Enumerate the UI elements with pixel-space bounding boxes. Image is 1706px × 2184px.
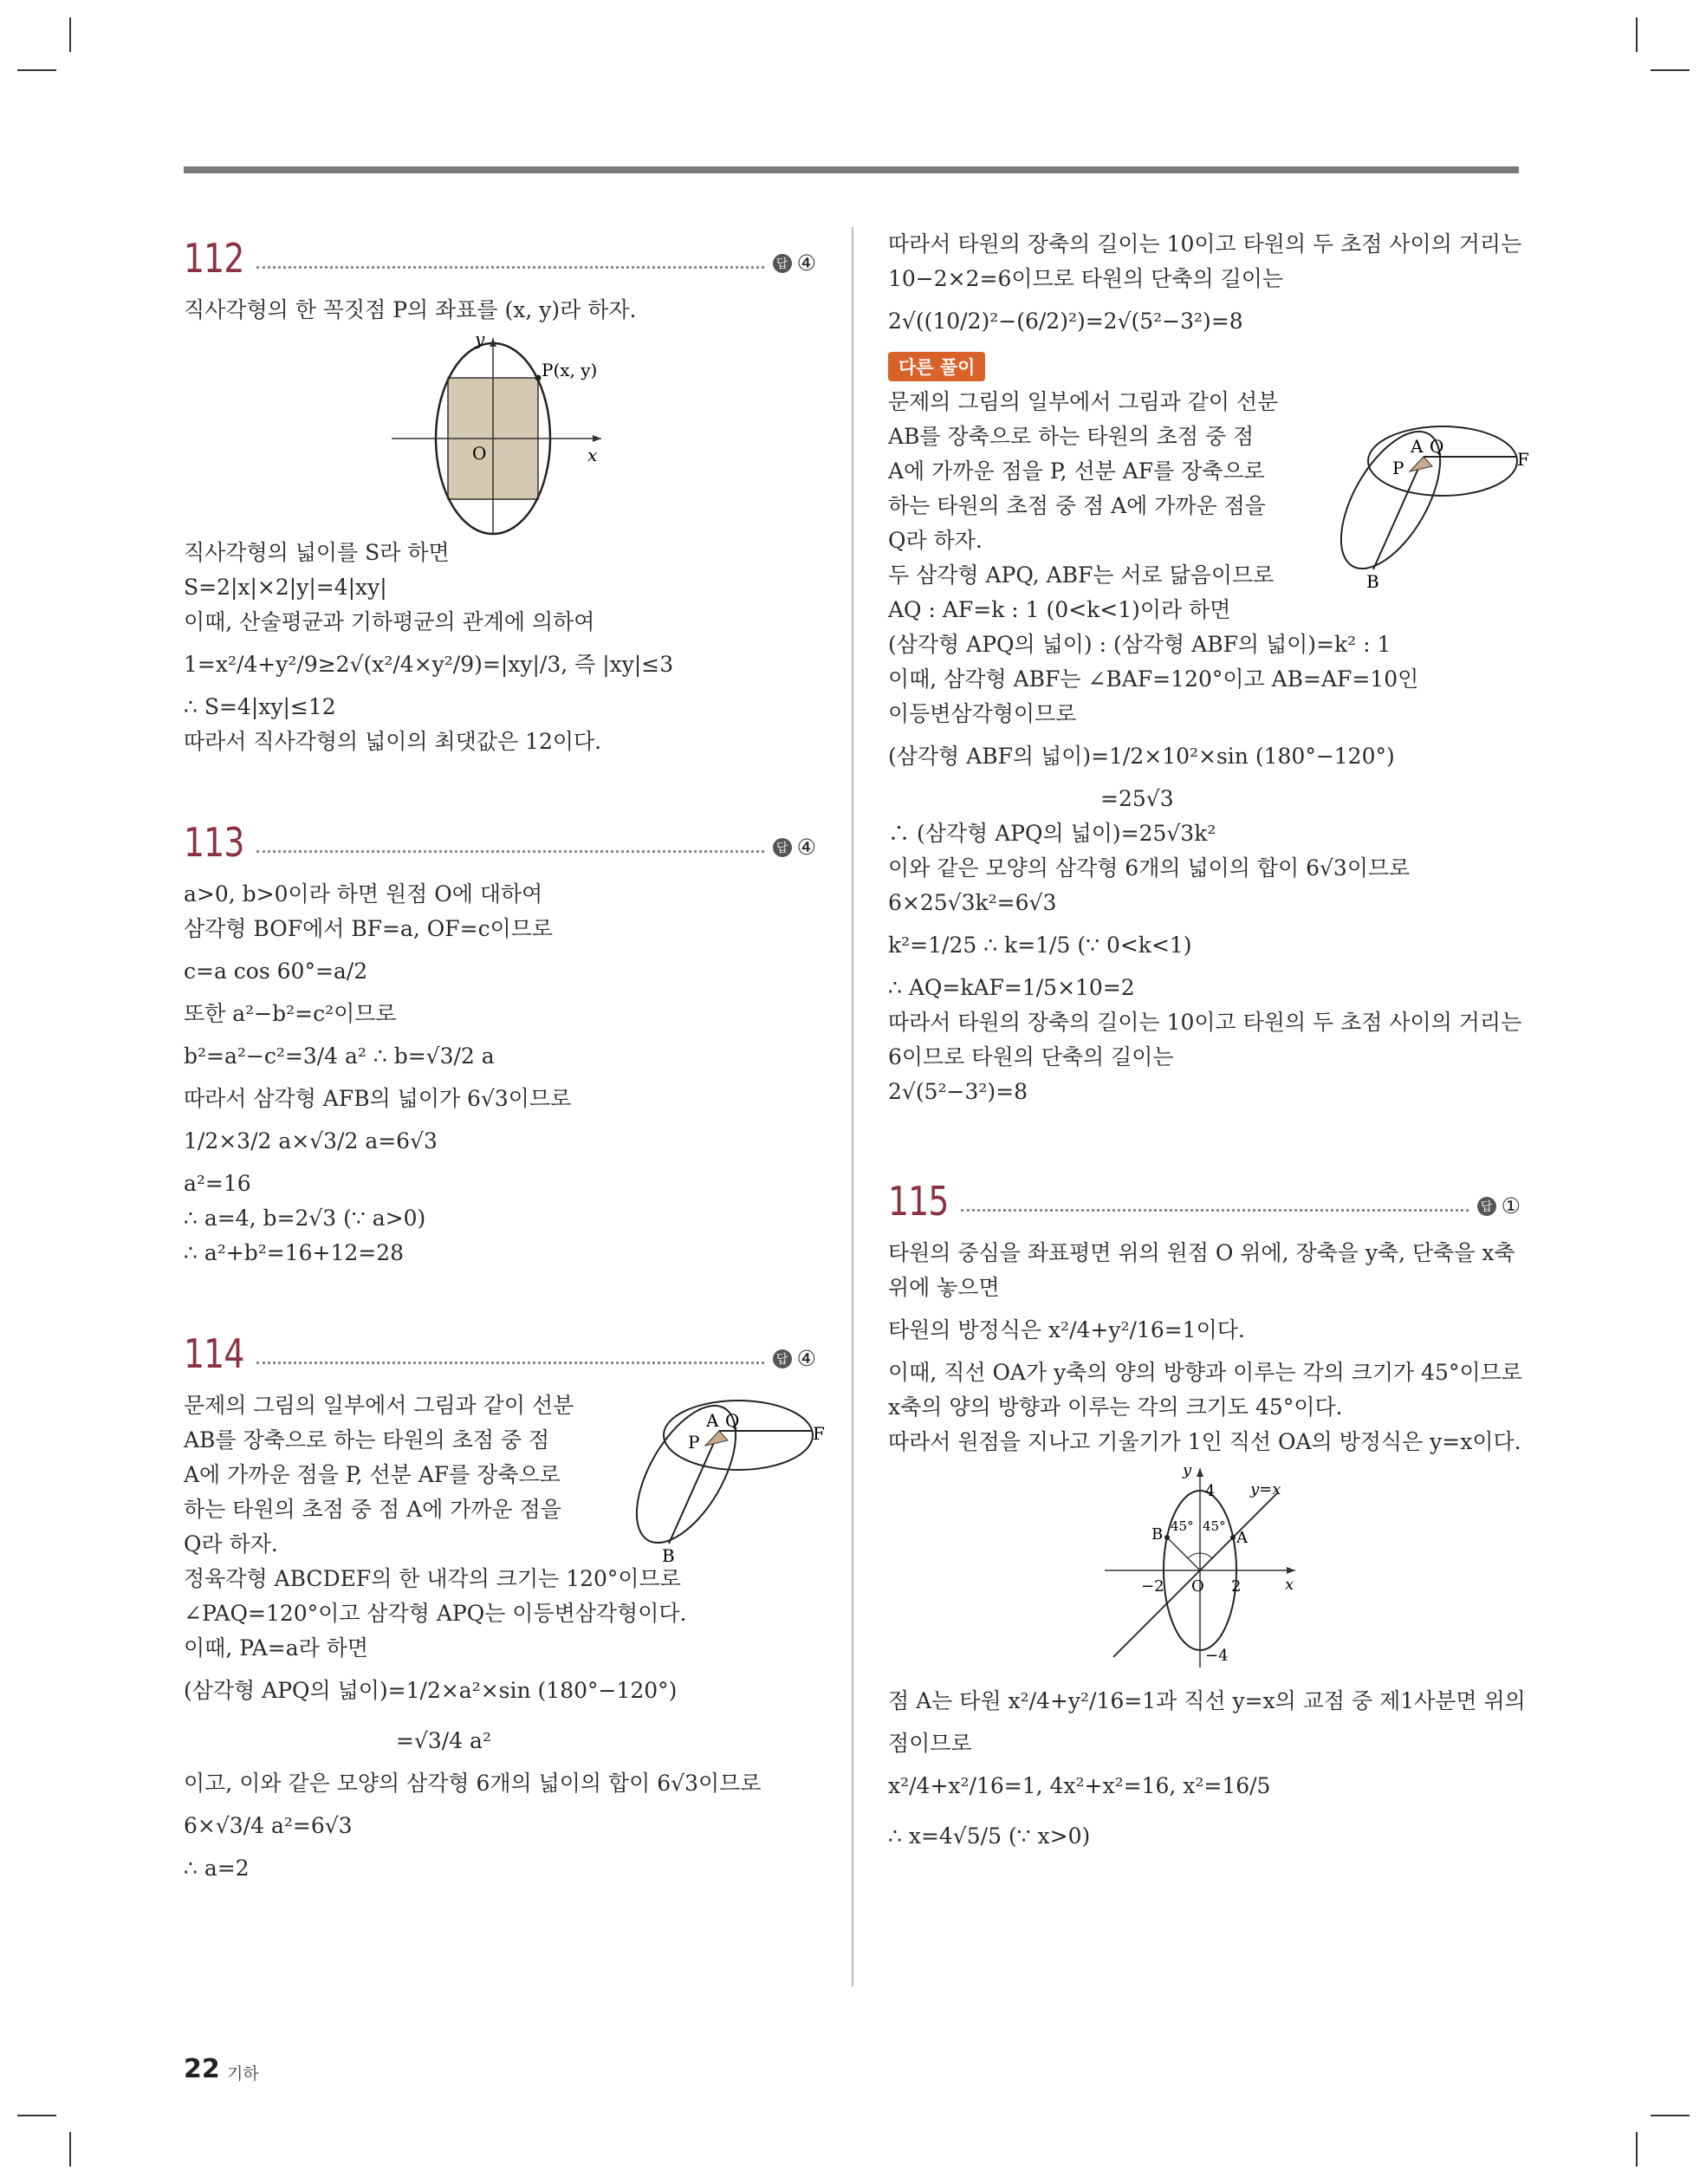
figure-label: F (813, 1423, 825, 1444)
solution-line: 타원의 방정식은 x²/4+y²/16=1이다. (888, 1317, 1245, 1342)
figure-label: A (1411, 436, 1424, 457)
figure-label: O (472, 443, 487, 464)
figure-label: 45° (1171, 1518, 1194, 1534)
leader-dots (961, 1208, 1469, 1212)
solution-line: 1/2×3/2 a×√3/2 a=6√3 (184, 1128, 438, 1154)
answer-mark (773, 1346, 816, 1371)
solution-line: ∴ a²+b²=16+12=28 (184, 1240, 405, 1265)
crop-mark (69, 17, 71, 52)
solution-line: ∴ a=2 (184, 1856, 250, 1881)
solution-line: 하는 타원의 초점 중 점 A에 가까운 점을 (184, 1497, 561, 1522)
answer-value: ④ (796, 1346, 816, 1371)
answer-mark (773, 835, 816, 860)
solution-line: =25√3 (1100, 786, 1174, 811)
solution-line: 따라서 삼각형 AFB의 넓이가 6√3이므로 (184, 1086, 572, 1111)
page-section-label: 기하 (227, 2064, 259, 2083)
figure-label: F (1517, 449, 1529, 470)
right-column (888, 227, 1529, 1862)
figure-label: x (1285, 1576, 1294, 1594)
solution-line: 삼각형 BOF에서 BF=a, OF=c이므로 (184, 916, 554, 941)
solution-line: (삼각형 APQ의 넓이) : (삼각형 ABF의 넓이)=k² : 1 (888, 632, 1391, 657)
solution-line: 따라서 타원의 장축의 길이는 10이고 타원의 두 초점 사이의 거리는 (888, 231, 1522, 257)
solution-line: 직사각형의 한 꼭짓점 P의 좌표를 (x, y)라 하자. (184, 297, 637, 322)
crop-mark (17, 69, 56, 71)
figure-label: y=x (1250, 1480, 1281, 1498)
solution-line: 따라서 원점을 지나고 기울기가 1인 직선 OA의 방정식은 y=x이다. (888, 1429, 1521, 1454)
figure-label: −4 (1205, 1647, 1229, 1665)
answer-value: ④ (796, 835, 816, 860)
figure-label: y (1183, 1461, 1192, 1479)
problem-header (184, 811, 816, 865)
solution-line: 이와 같은 모양의 삼각형 6개의 넓이의 합이 6√3이므로 (888, 855, 1411, 881)
header-rule (184, 166, 1519, 173)
leader-dots (256, 1361, 764, 1364)
answer-value: ④ (796, 250, 816, 276)
problem-114-continued (888, 227, 1529, 1109)
figure-label: 45° (1203, 1518, 1226, 1534)
solution-line: ∴ S=4|xy|≤12 (184, 694, 336, 719)
solution-line: AB를 장축으로 하는 타원의 초점 중 점 (888, 424, 1255, 449)
solution-line: 점이므로 (888, 1731, 972, 1756)
answer-icon: 답 (1477, 1197, 1496, 1216)
problem-112 (184, 227, 816, 759)
problem-115 (888, 1170, 1526, 1862)
solution-line: Q라 하자. (888, 528, 983, 553)
problem-number: 115 (888, 1178, 949, 1225)
solution-line: ∴ (삼각형 APQ의 넓이)=25√3k² (888, 821, 1216, 846)
solution-line: ∴ a=4, b=2√3 (∵ a>0) (184, 1206, 426, 1231)
solution-line: b²=a²−c²=3/4 a² ∴ b=√3/2 a (184, 1043, 495, 1069)
solution-line: a>0, b>0이라 하면 원점 O에 대하여 (184, 881, 543, 907)
figure-label: P(x, y) (542, 360, 598, 380)
solution-line: ∠PAQ=120°이고 삼각형 APQ는 이등변삼각형이다. (184, 1601, 687, 1626)
problem-number: 114 (184, 1330, 244, 1377)
solution-line: 10−2×2=6이므로 타원의 단축의 길이는 (888, 266, 1284, 291)
problem-number: 112 (184, 235, 244, 282)
solution-line: x²/4+x²/16=1, 4x²+x²=16, x²=16/5 (888, 1773, 1271, 1798)
solution-line: A에 가까운 점을 P, 선분 AF를 장축으로 (184, 1462, 561, 1487)
two-ellipse-figure (617, 1392, 825, 1565)
problem-header (888, 1170, 1521, 1224)
problem-number: 113 (184, 819, 244, 866)
spacer (184, 759, 816, 811)
figure-label: P (1392, 458, 1404, 478)
figure-label: A (706, 1410, 719, 1431)
solution-line: 1=x²/4+y²/9≥2√(x²/4×y²/9)=|xy|/3, 즉 |xy|≤3 (184, 652, 674, 677)
solution-line: (삼각형 ABF의 넓이)=1/2×10²×sin (180°−120°) (888, 744, 1395, 769)
crop-mark (17, 2115, 56, 2116)
problem-header (184, 227, 816, 281)
solution-line: 문제의 그림의 일부에서 그림과 같이 선분 (184, 1393, 574, 1418)
solution-line: x축의 양의 방향과 이루는 각의 크기도 45°이다. (888, 1394, 1343, 1420)
answer-value: ① (1501, 1193, 1521, 1219)
solution-line: 따라서 타원의 장축의 길이는 10이고 타원의 두 초점 사이의 거리는 (888, 1010, 1522, 1035)
solution-line: 위에 놓으면 (888, 1275, 1000, 1300)
leader-dots (256, 265, 764, 269)
page-number: 22 (184, 2054, 220, 2084)
solution-line: 또한 a²−b²=c²이므로 (184, 1001, 397, 1026)
figure-label: x (587, 445, 598, 465)
crop-mark (1636, 2132, 1638, 2167)
solution-line: 이등변삼각형이므로 (888, 701, 1077, 726)
solution-line: 따라서 직사각형의 넓이의 최댓값은 12이다. (184, 729, 602, 754)
crop-mark (1651, 69, 1690, 71)
figure-label: B (662, 1545, 675, 1565)
figure-label: 4 (1205, 1482, 1216, 1500)
solution-line: 이때, 산술평균과 기하평균의 관계에 의하여 (184, 609, 595, 634)
figure-label: y (475, 328, 485, 349)
figure-label: Q (1430, 436, 1444, 457)
crop-mark (1651, 2115, 1690, 2116)
solution-line: =√3/4 a² (396, 1728, 491, 1753)
solution-line: A에 가까운 점을 P, 선분 AF를 장축으로 (888, 458, 1265, 484)
solution-line: 이고, 이와 같은 모양의 삼각형 6개의 넓이의 합이 6√3이므로 (184, 1771, 762, 1796)
solution-line: 6×√3/4 a²=6√3 (184, 1813, 353, 1838)
solution-line: 문제의 그림의 일부에서 그림과 같이 선분 (888, 389, 1279, 414)
spacer (888, 1109, 1521, 1170)
solution-line: Q라 하자. (184, 1531, 278, 1557)
solution-line: 이때, PA=a라 하면 (184, 1635, 369, 1661)
left-column (184, 227, 825, 1886)
solution-line: c=a cos 60°=a/2 (184, 959, 368, 984)
figure-label: P (688, 1432, 700, 1453)
solution-line: 직사각형의 넓이를 S라 하면 (184, 540, 450, 565)
solution-line: (삼각형 APQ의 넓이)=1/2×a²×sin (180°−120°) (184, 1678, 678, 1703)
solution-line: 두 삼각형 APQ, ABF는 서로 닮음이므로 (888, 562, 1275, 588)
solution-line: k²=1/25 ∴ k=1/5 (∵ 0<k<1) (888, 933, 1192, 958)
problem-113 (184, 811, 816, 1271)
solution-line: S=2|x|×2|y|=4|xy| (184, 575, 387, 600)
problem-114 (184, 1323, 825, 1886)
solution-line: 정육각형 ABCDEF의 한 내각의 크기는 120°이므로 (184, 1566, 681, 1591)
solution-line: ∴ x=4√5/5 (∵ x>0) (888, 1823, 1091, 1849)
answer-icon: 답 (773, 838, 792, 857)
solution-line: AQ : AF=k : 1 (0<k<1)이라 하면 (888, 597, 1231, 622)
figure-label: A (1236, 1529, 1248, 1547)
solution-line: AB를 장축으로 하는 타원의 초점 중 점 (184, 1427, 550, 1453)
answer-mark (1477, 1193, 1521, 1219)
spacer (184, 1271, 816, 1323)
two-ellipse-figure (1321, 418, 1529, 591)
answer-icon: 답 (773, 254, 792, 273)
leader-dots (256, 849, 764, 853)
solution-line: 이때, 삼각형 ABF는 ∠BAF=120°이고 AB=AF=10인 (888, 666, 1419, 692)
crop-mark (69, 2132, 71, 2167)
crop-mark (1636, 17, 1638, 52)
figure-label: O (1191, 1577, 1204, 1596)
solution-line: 이때, 직선 OA가 y축의 양의 방향과 이루는 각의 크기가 45°이므로 (888, 1360, 1522, 1385)
figure-label: B (1151, 1525, 1164, 1544)
solution-line: 타원의 중심을 좌표평면 위의 원점 O 위에, 장축을 y축, 단축을 x축 (888, 1240, 1515, 1265)
solution-line: ∴ AQ=kAF=1/5×10=2 (888, 975, 1135, 1000)
solution-line: a²=16 (184, 1171, 251, 1196)
solution-line: 6×25√3k²=6√3 (888, 890, 1057, 915)
answer-mark (773, 250, 816, 276)
figure-label: B (1366, 571, 1379, 591)
figure-label: 2 (1231, 1577, 1242, 1596)
figure-label: Q (725, 1410, 740, 1431)
ellipse-line-figure (888, 1459, 1521, 1676)
figure-label: −2 (1141, 1577, 1164, 1596)
problem-header (184, 1323, 816, 1376)
solution-line: 6이므로 타원의 단축의 길이는 (888, 1044, 1174, 1069)
column-divider (852, 227, 853, 1986)
answer-icon: 답 (773, 1349, 792, 1368)
alt-solution-badge: 다른 풀이 (888, 352, 985, 381)
solution-line: 2√((10/2)²−(6/2)²)=2√(5²−3²)=8 (888, 309, 1243, 334)
solution-line: 2√(5²−3²)=8 (888, 1079, 1028, 1104)
solution-line: 하는 타원의 초점 중 점 A에 가까운 점을 (888, 493, 1266, 518)
ellipse-rectangle-figure (184, 328, 816, 536)
solution-line: 점 A는 타원 x²/4+y²/16=1과 직선 y=x의 교점 중 제1사분면 위의 (888, 1688, 1526, 1713)
